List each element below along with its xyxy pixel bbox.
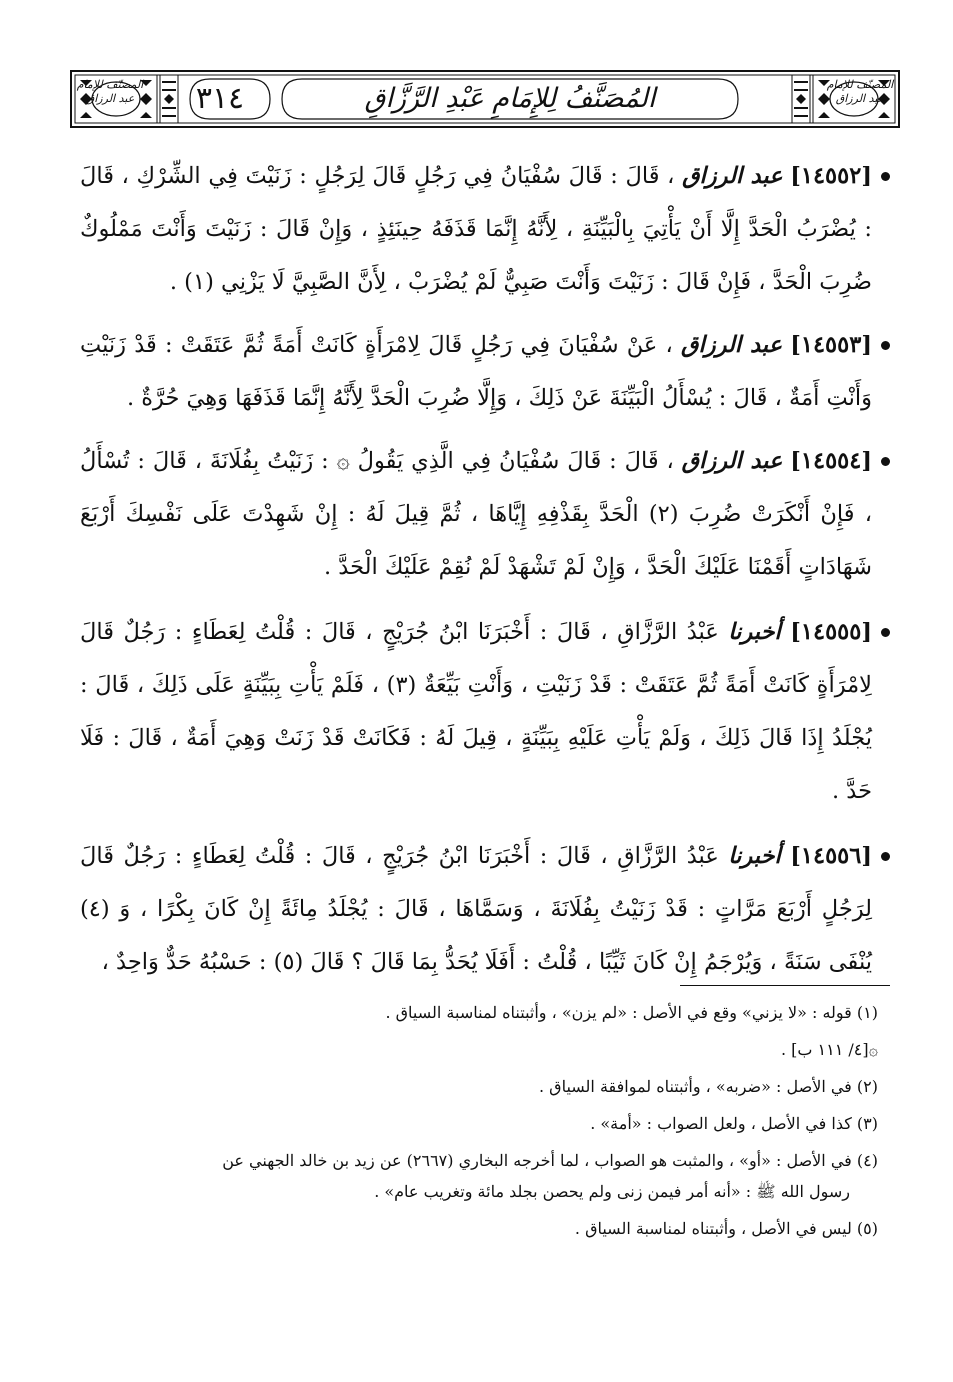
entry-narrator: عبد الرزاق [681, 332, 783, 358]
hadith-entry-14556 [80, 830, 890, 989]
hadith-entry-14555 [80, 606, 890, 818]
entry-text: ، قَالَ : قَالَ سُفْيَانُ فِي الَّذِي يَقُولُ ۞ : زَنَيْتُ بِفُلَانَةَ ، قَالَ : تُسْأَلُ ، فَإِنْ أَنْكَرَتْ ضُرِبَ (٢) الْحَدَّ بِقَذْفِهِ إِيَّاهَا ، ثُمَّ قِيلَ لَهُ : إِنْ شَهِدْتَ عَلَى نَفْسِكَ أَرْبَعَ شَهَادَاتٍ أَقَمْنَا عَلَيْكَ الْحَدَّ ، وَإِنْ لَمْ تَشْهَدْ لَمْ نُقِمْ عَلَيْكَ الْحَدَّ . [80, 448, 872, 580]
footnote-separator [680, 985, 890, 986]
bullet-icon [881, 172, 890, 181]
hadith-entry-14553 [80, 319, 890, 425]
hadith-entry-14552 [80, 150, 890, 309]
running-title: المُصَنَّفُ لِلإِمَامِ عَبْدِ الرَّزَّاقِ [364, 83, 656, 114]
entry-number: [١٤٥٥٤] [790, 448, 873, 474]
bullet-icon [881, 341, 890, 350]
page-number: ٣١٤ [195, 81, 245, 116]
entry-narrator: عبد الرزاق [682, 163, 783, 189]
footnote-2: (٢) في الأصل : «ضربه» ، وأثبتناه لموافقة السياق . [538, 1077, 878, 1096]
entry-text: عَبْدُ الرَّزَّاقِ ، قَالَ : أَخْبَرَنَا ابْنُ جُرَيْجٍ ، قَالَ : قُلْتُ لِعَطَاءٍ : رَجُلٌ قَالَ لِامْرَأَةٍ كَانَتْ أَمَةً ثُمَّ عَتَقَتْ : قَدْ زَنَيْتِ ، وَأَنْتِ بَيِّعَةٌ (٣) ، فَلَمْ يَأْتِ بِبَيِّنَةٍ عَلَى ذَلِكَ ، قَالَ : يُجْلَدُ إِذَا قَالَ ذَلِكَ ، وَلَمْ يَأْتِ عَلَيْهِ بِبَيِّنَةٍ ، قِيلَ لَهُ : فَكَانَتْ قَدْ زَنَتْ وَهِيَ أَمَةٌ ، قَالَ : فَلَا حَدَّ . [80, 619, 872, 804]
entry-narrator: عبد الرزاق [681, 448, 783, 474]
main-text [80, 150, 890, 999]
entry-text: ، عَنْ سُفْيَانَ فِي رَجُلٍ قَالَ لِامْرَأَةٍ كَانَتْ أَمَةً ثُمَّ عَتَقَتْ : قَدْ زَنَيْتِ وَأَنْتِ أَمَةٌ ، قَالَ : يُسْأَلُ الْبَيِّنَةَ عَنْ ذَلِكَ ، وَإِلَّا ضُرِبَ الْحَدَّ لِأَنَّهُ إِنَّمَا قَذَفَهَا وَهِيَ حُرَّةٌ . [80, 332, 872, 411]
page-header [70, 70, 900, 128]
bullet-icon [881, 628, 890, 637]
footnote-4-continuation: رسول الله ﷺ : «أنه أمر فيمن زنى ولم يحصن بجلد مائة وتغريب عام» . [374, 1182, 850, 1201]
footnote-1: (١) قوله : «لا يزني» وقع في الأصل : «لم يزن» ، وأثبتناه لمناسبة السياق . [385, 1003, 878, 1022]
entry-narrator: أخبرنا [728, 619, 781, 645]
footnotes [80, 997, 890, 1250]
footnote-5: (٥) ليس في الأصل ، وأثبتناه لمناسبة السياق . [574, 1219, 878, 1238]
bullet-icon [881, 852, 890, 861]
left-divider-icon [160, 75, 178, 123]
right-divider-icon [792, 75, 810, 123]
right-ornament-caption: المصنّف للإمام عبد الرزاق [826, 78, 894, 105]
entry-narrator: أخبرنا [728, 843, 781, 869]
bullet-icon [881, 457, 890, 466]
hadith-entry-14554 [80, 435, 890, 594]
footnote-folio-marker: ۞[٤/ ١١١ ب] . [780, 1040, 878, 1059]
entry-number: [١٤٥٥٣] [790, 332, 872, 358]
entry-text: ، قَالَ : قَالَ سُفْيَانُ فِي رَجُلٍ قَالَ لِرَجُلٍ : زَنَيْتَ فِي الشِّرْكِ ، قَالَ : يُضْرَبُ الْحَدَّ إِلَّا أَنْ يَأْتِيَ بِالْبَيِّنَةِ ، لِأَنَّهُ إِنَّمَا قَذَفَهُ حِينَئِذٍ ، وَإِنْ قَالَ : زَنَيْتَ وَأَنْتَ مَمْلُوكٌ ضُرِبَ الْحَدَّ ، فَإِنْ قَالَ : زَنَيْتَ وَأَنْتَ صَبِيٌّ لَمْ يُضْرَبْ ، لِأَنَّ الصَّبِيَّ لَا يَزْنِي (١) . [80, 163, 872, 295]
footnote-3: (٣) كذا في الأصل ، ولعل الصواب : «أمة» . [590, 1114, 878, 1133]
left-ornament-caption: المصنّف للإمام عبد الرزاق [76, 78, 144, 105]
entry-text: عَبْدُ الرَّزَّاقِ ، قَالَ : أَخْبَرَنَا ابْنُ جُرَيْجٍ ، قَالَ : قُلْتُ لِعَطَاءٍ : رَجُلٌ قَالَ لِرَجُلٍ أَرْبَعَ مَرَّاتٍ : قَدْ زَنَيْتُ بِفُلَانَةَ ، وَسَمَّاهَا ، قَالَ : يُجْلَدُ مِائَةً إِنْ كَانَ بِكْرًا ، وَ (٤) يُنْفَى سَنَةً ، وَيُرْجَمُ إِنْ كَانَ ثَيِّبًا ، قُلْتُ : أَفَلَا يُحَدُّ بِمَا قَالَ ؟ قَالَ (٥) : حَسْبُهُ حَدٌّ وَاحِدٌ ، [80, 843, 872, 975]
entry-number: [١٤٥٥٦] [790, 843, 873, 869]
entry-number: [١٤٥٥٥] [790, 619, 873, 645]
entry-number: [١٤٥٥٢] [790, 163, 872, 189]
footnote-4: (٤) في الأصل : «أو» ، والمثبت هو الصواب ، لما أخرجه البخاري (٢٦٦٧) عن زيد بن خالد الجهني عن [222, 1151, 878, 1170]
